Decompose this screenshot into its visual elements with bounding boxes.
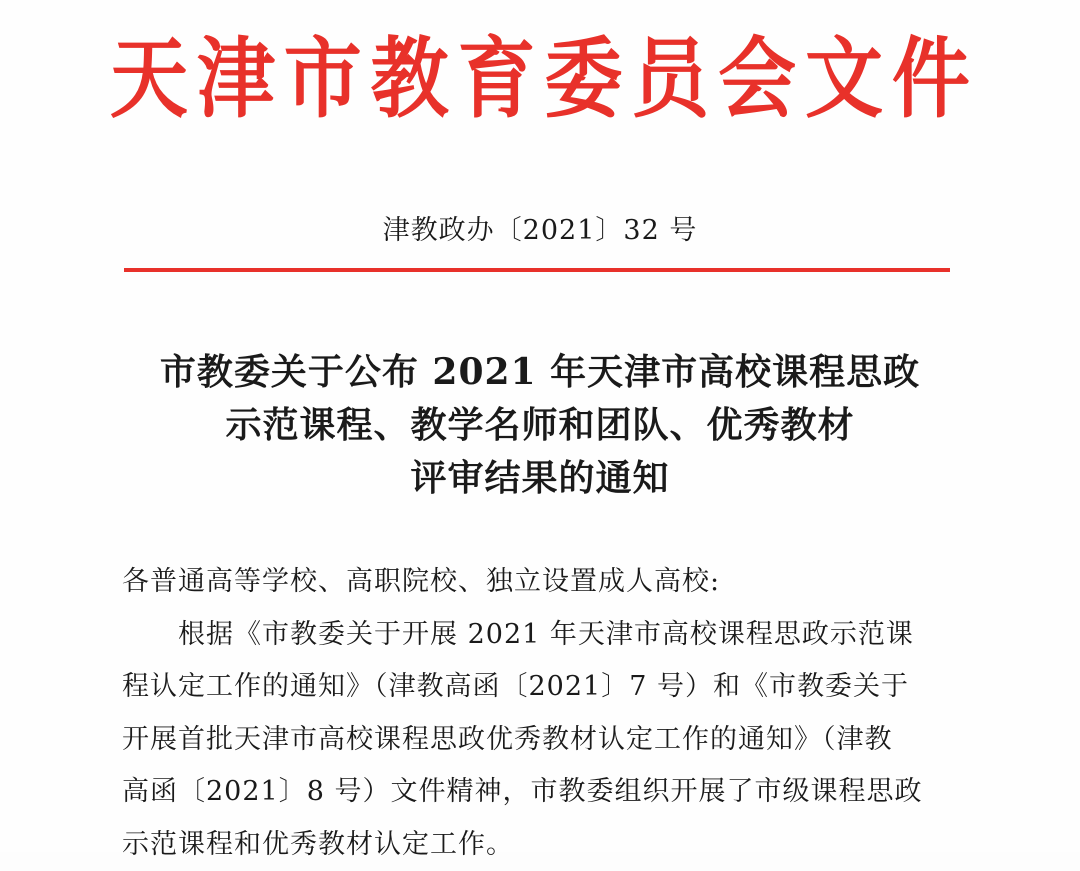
header-char: 市: [284, 9, 362, 134]
header-char: 会: [718, 9, 796, 134]
header-char: 件: [892, 9, 970, 134]
paragraph-line: 程认定工作的通知》（津教高函〔2021〕7 号）和《市教委关于: [122, 661, 944, 714]
salutation: 各普通高等学校、高职院校、独立设置成人高校:: [122, 556, 944, 609]
document-number: 津教政办〔2021〕32 号: [0, 208, 1080, 247]
header-char: 育: [458, 9, 536, 134]
paragraph-line: 开展首批天津市高校课程思政优秀教材认定工作的通知》（津教: [122, 714, 944, 767]
notice-title-line: 评审结果的通知: [0, 452, 1080, 505]
red-divider-rule: [124, 268, 950, 272]
header-char: 天: [110, 9, 188, 134]
notice-title-line: 示范课程、教学名师和团队、优秀教材: [0, 399, 1080, 452]
header-char: 委: [544, 9, 622, 134]
paragraph-line: 根据《市教委关于开展 2021 年天津市高校课程思政示范课: [122, 609, 944, 662]
notice-title-line: 市教委关于公布 2021 年天津市高校课程思政: [0, 346, 1080, 399]
document-header-title: [110, 22, 970, 122]
header-char: 教: [371, 9, 449, 134]
paragraph-line: 示范课程和优秀教材认定工作。: [122, 819, 944, 871]
header-char: 员: [631, 9, 709, 134]
paragraph-line: 高函〔2021〕8 号）文件精神，市教委组织开展了市级课程思政: [122, 766, 944, 819]
notice-title: [0, 346, 1080, 505]
header-char: 津: [197, 9, 275, 134]
notice-body: [122, 556, 944, 871]
header-char: 文: [805, 9, 883, 134]
